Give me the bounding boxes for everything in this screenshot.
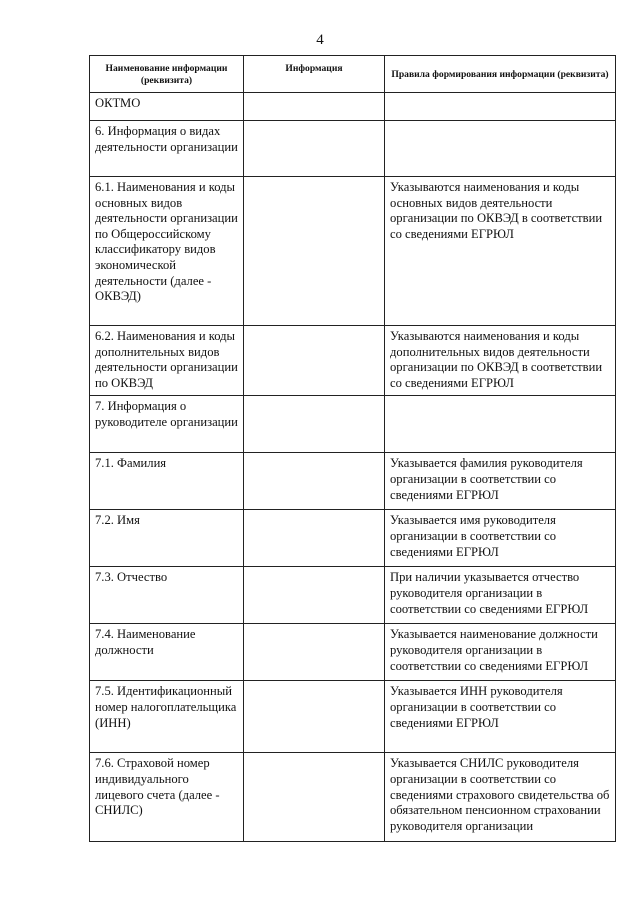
table-row (90, 510, 616, 567)
cell-info (244, 510, 385, 567)
cell-rule: Указываются наименования и коды дополнительных видов деятельности организации по ОКВЭД в соответствии со сведениями ЕГРЮЛ (385, 326, 616, 396)
table-row (90, 93, 616, 121)
cell-name: ОКТМО (90, 93, 244, 121)
cell-rule: Указывается СНИЛС руководителя организации в соответствии со сведениями страхового свидетельства об обязательном пенсионном страховании руководителя организации (385, 753, 616, 842)
cell-info (244, 121, 385, 177)
header-info: Информация (244, 56, 385, 93)
cell-name: 7.6. Страховой номер индивидуального лицевого счета (далее - СНИЛС) (90, 753, 244, 842)
header-row (90, 56, 616, 93)
table-header (90, 56, 616, 93)
header-rule: Правила формирования информации (реквизита) (385, 56, 616, 93)
table-row (90, 121, 616, 177)
table-row (90, 177, 616, 326)
cell-rule: Указывается ИНН руководителя организации в соответствии со сведениями ЕГРЮЛ (385, 681, 616, 753)
cell-info (244, 93, 385, 121)
table-row (90, 453, 616, 510)
cell-rule: Указывается имя руководителя организации в соответствии со сведениями ЕГРЮЛ (385, 510, 616, 567)
cell-name: 7.4. Наименование должности (90, 624, 244, 681)
cell-name: 7.2. Имя (90, 510, 244, 567)
requisites-table (89, 55, 616, 842)
cell-rule: Указывается наименование должности руководителя организации в соответствии со сведениями ЕГРЮЛ (385, 624, 616, 681)
cell-info (244, 453, 385, 510)
cell-name: 7. Информация о руководителе организации (90, 396, 244, 453)
table-row (90, 624, 616, 681)
cell-name: 6. Информация о видах деятельности организации (90, 121, 244, 177)
cell-info (244, 753, 385, 842)
cell-info (244, 567, 385, 624)
page-number: 4 (316, 32, 324, 48)
cell-name: 7.3. Отчество (90, 567, 244, 624)
table-body (90, 93, 616, 842)
cell-rule: При наличии указывается отчество руководителя организации в соответствии со сведениями ЕГРЮЛ (385, 567, 616, 624)
cell-info (244, 177, 385, 326)
cell-name: 6.2. Наименования и коды дополнительных видов деятельности организации по ОКВЭД (90, 326, 244, 396)
table-row (90, 326, 616, 396)
cell-rule: Указываются наименования и коды основных видов деятельности организации по ОКВЭД в соответствии со сведениями ЕГРЮЛ (385, 177, 616, 326)
cell-info (244, 396, 385, 453)
cell-name: 7.1. Фамилия (90, 453, 244, 510)
cell-info (244, 681, 385, 753)
table-row (90, 753, 616, 842)
cell-rule (385, 93, 616, 121)
table-row (90, 681, 616, 753)
table-row (90, 567, 616, 624)
cell-info (244, 326, 385, 396)
cell-rule (385, 121, 616, 177)
cell-info (244, 624, 385, 681)
table-row (90, 396, 616, 453)
header-name: Наименование информации (реквизита) (90, 56, 244, 93)
cell-rule (385, 396, 616, 453)
cell-name: 7.5. Идентификационный номер налогоплательщика (ИНН) (90, 681, 244, 753)
cell-name: 6.1. Наименования и коды основных видов деятельности организации по Общероссийскому классификатору видов экономической деятельности (далее - ОКВЭД) (90, 177, 244, 326)
cell-rule: Указывается фамилия руководителя организации в соответствии со сведениями ЕГРЮЛ (385, 453, 616, 510)
